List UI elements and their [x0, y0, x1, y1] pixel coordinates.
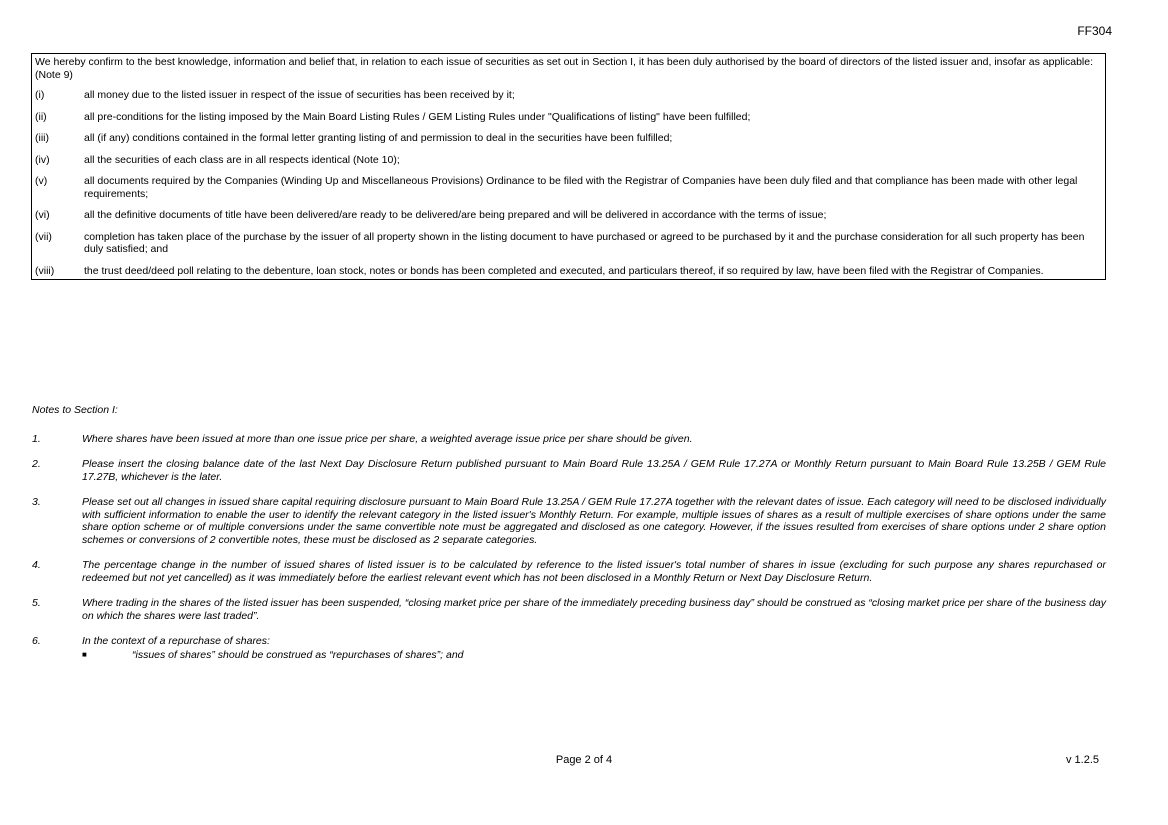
note-text: In the context of a repurchase of shares:: [82, 635, 270, 647]
clause-number: (viii): [35, 264, 55, 277]
confirmation-intro: We hereby confirm to the best knowledge, information and belief that, in relation to each issue of securities as set out in Section I, it has been duly authorised by the board of directors of the listed issuer and, insofar as applicable:: [35, 56, 1093, 68]
clause-text: all money due to the listed issuer in respect of the issue of securities has been received by it;: [84, 89, 515, 101]
note-text: Please set out all changes in issued share capital requiring disclosure pursuant to Main Board Rule 13.25A / GEM Rule 17.27A together with the relevant dates of issue. Each category will need to be disclosed individually with sufficient information to enable the user to identify the relevant category in the listed issuer's Monthly Return. For example, multiple issues of shares as a result of multiple exercises of share options under the same share option scheme or of multiple conversions under the same convertible note must be aggregated and disclosed as one category. However, if the issues resulted from exercises of share options under 2 share option schemes or conversions of 2 convertible notes, these must be disclosed as 2 separate categories.: [82, 496, 1106, 546]
clause-number: (i): [35, 89, 45, 101]
clause-number: (vi): [35, 209, 50, 221]
note-number: 6.: [32, 635, 41, 647]
notes-title: Notes to Section I:: [32, 404, 118, 416]
form-code: FF304: [1077, 24, 1112, 38]
note-item: [32, 433, 1106, 446]
clause-text: all the definitive documents of title have been delivered/are ready to be delivered/are being prepared and will be delivered in accordance with the terms of issue;: [84, 209, 827, 221]
note-number: 5.: [32, 597, 41, 609]
note-body: [82, 635, 1106, 661]
clause-item: [35, 231, 1102, 256]
version-label: v 1.2.5: [1065, 754, 1099, 766]
confirmation-box: [31, 53, 1106, 280]
bullet-text: “issues of shares” should be construed as “repurchases of shares”; and: [132, 648, 464, 661]
note-text: Where shares have been issued at more than one issue price per share, a weighted average issue price per share should be given.: [82, 432, 693, 445]
note-number: 4.: [32, 559, 41, 571]
clause-item: [35, 132, 1102, 145]
notes-section: [32, 404, 1106, 661]
clause-number: (ii): [35, 110, 47, 123]
clause-number: (v): [35, 175, 48, 187]
clause-text: all (if any) conditions contained in the formal letter granting listing of and permission to deal in the securities have been fulfilled;: [84, 132, 673, 144]
confirmation-note-ref: (Note 9): [35, 68, 73, 81]
note-item: [32, 458, 1106, 483]
bullet-square-icon: ■: [82, 649, 87, 659]
clause-item: [35, 89, 1102, 102]
note-item: [32, 597, 1106, 622]
note-item: [32, 559, 1106, 584]
clause-item: [35, 111, 1102, 124]
note-text: The percentage change in the number of issued shares of listed issuer is to be calculated by reference to the listed issuer's total number of shares in issue (excluding for such purpose any shares repurchased or redeemed but not yet cancelled) as it was immediately before the earliest relevant event which has not been disclosed in a Monthly Return or Next Day Disclosure Return.: [82, 559, 1106, 584]
clause-text: all pre-conditions for the listing imposed by the Main Board Listing Rules / GEM Listing Rules under "Qualifications of listing" have been fulfilled;: [84, 110, 751, 123]
bullet-item: [82, 649, 1106, 662]
note-item: [32, 496, 1106, 546]
clause-item: [35, 154, 1102, 167]
clause-item: [35, 209, 1102, 222]
clause-number: (vii): [35, 230, 52, 243]
clause-text: all documents required by the Companies (Winding Up and Miscellaneous Provisions) Ordinance to be filed with the Registrar of Companies have been duly filed and that compliance has been made with other legal requirements;: [84, 175, 1078, 200]
clause-number: (iv): [35, 153, 50, 166]
clause-item: [35, 175, 1102, 200]
note-number: 3.: [32, 496, 41, 508]
clause-text: all the securities of each class are in all respects identical (Note 10);: [84, 153, 400, 166]
note-text: Please insert the closing balance date of the last Next Day Disclosure Return published pursuant to Main Board Rule 13.25A / GEM Rule 17.27A or Monthly Return pursuant to Main Board Rule 13.25B / GEM Rule 17.27B, whichever is the later.: [82, 458, 1106, 483]
note-item: [32, 635, 1106, 661]
note-text: Where trading in the shares of the listed issuer has been suspended, “closing market price per share of the immediately preceding business day” should be construed as “closing market price per share of the business day on which the shares were last traded”.: [82, 597, 1106, 622]
clause-item: [35, 265, 1102, 278]
note-number: 1.: [32, 432, 41, 445]
clause-text: completion has taken place of the purchase by the issuer of all property shown in the listing document to have purchased or agreed to be purchased by it and the purchase consideration for all such property has been duly satisfied; and: [84, 230, 1085, 255]
note-number: 2.: [32, 458, 41, 470]
clause-text: the trust deed/deed poll relating to the debenture, loan stock, notes or bonds has been completed and executed, and particulars thereof, if so required by law, have been filed with the Registrar of Companies.: [84, 264, 1044, 277]
page-number: Page 2 of 4: [555, 754, 613, 766]
clause-number: (iii): [35, 132, 49, 144]
